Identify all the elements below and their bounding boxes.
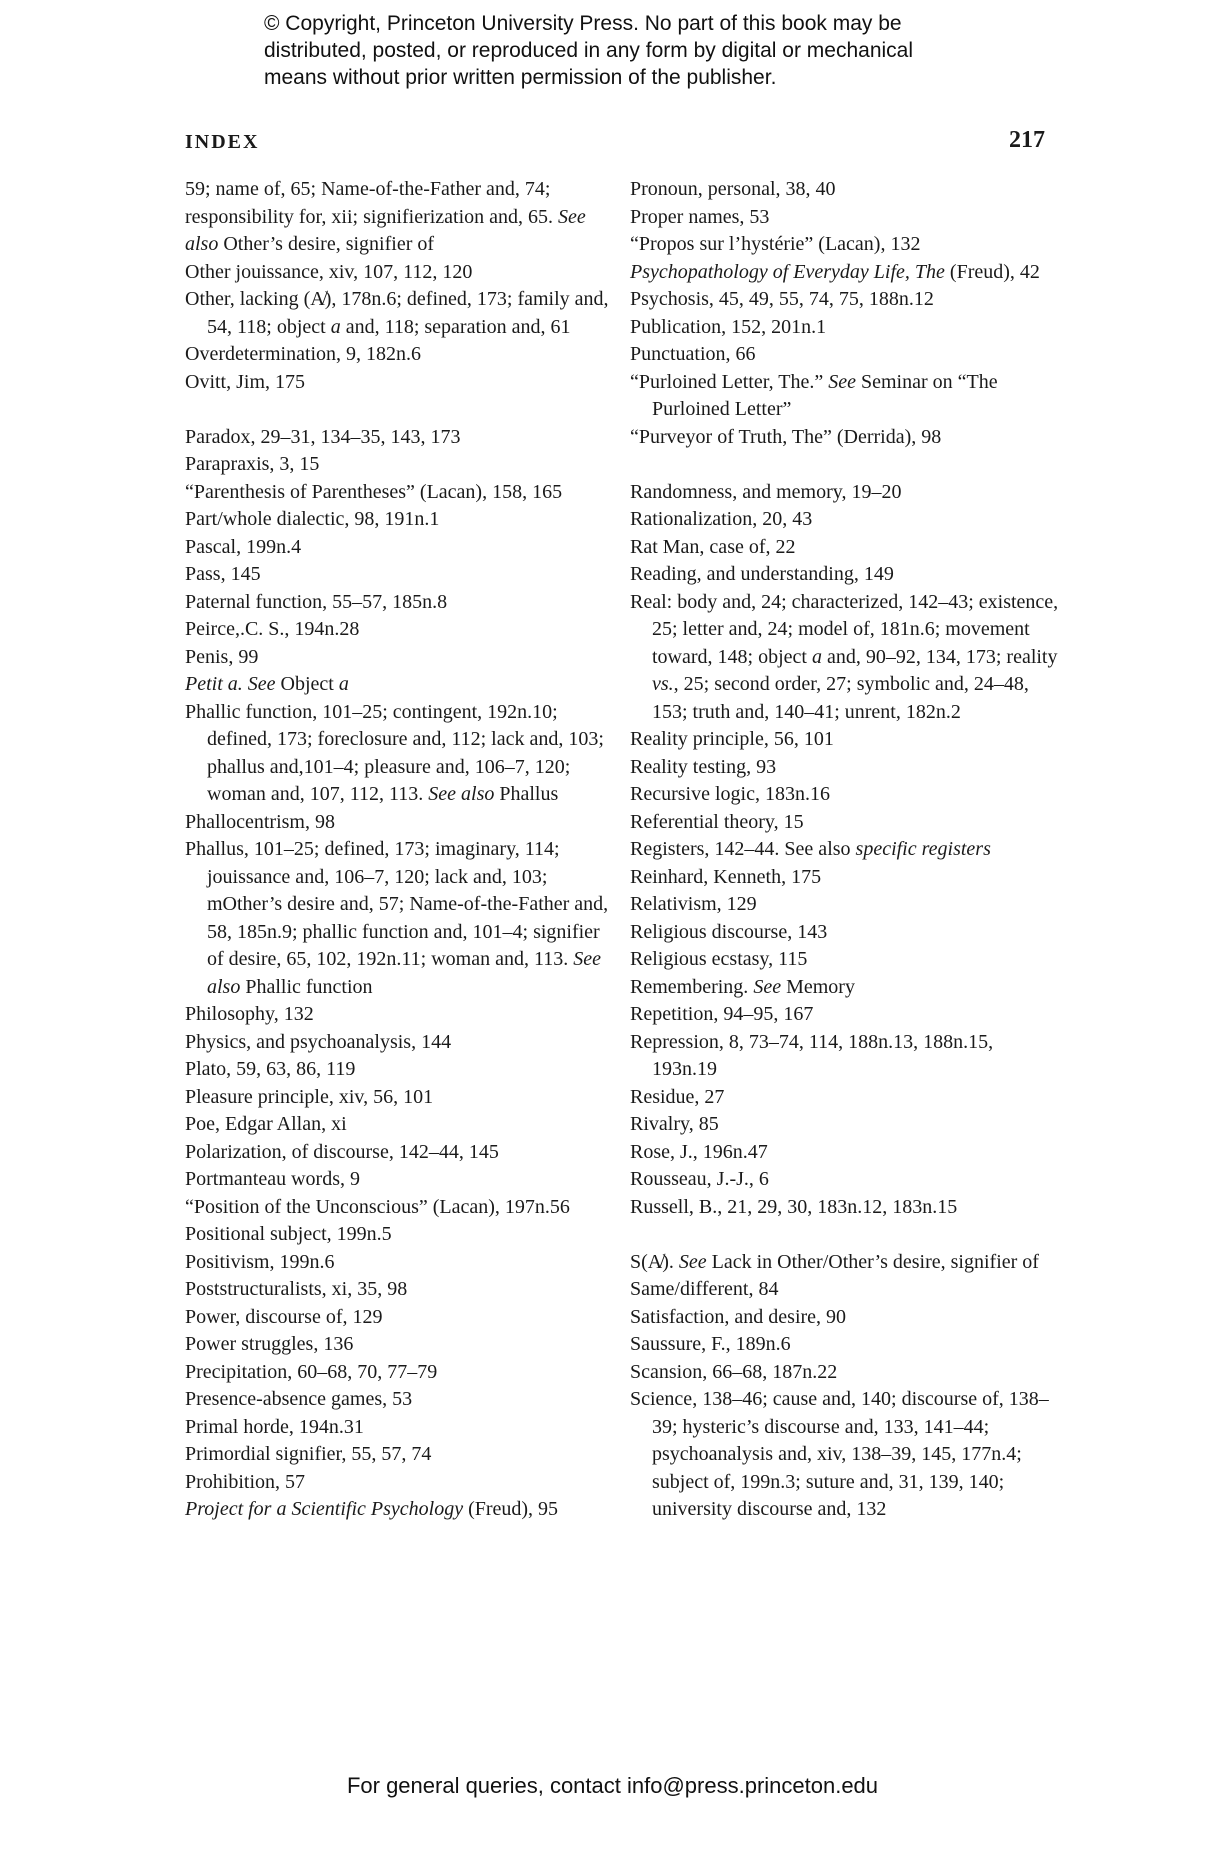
index-entry: Project for a Scientific Psychology (Freud), 95 (185, 1498, 559, 1520)
index-entry: Phallic function, 101–25; contingent, 192n.10; defined, 173; foreclosure and, 112; lack and, 103; phallus and,101–4; pleasure and, 106–7, 120; woman and, 107, 112, 113. See also Phallus (185, 700, 604, 805)
index-entry: Phallus, 101–25; defined, 173; imaginary, 114; jouissance and, 106–7, 120; lack and, 103; mOther’s desire and, 57; Name-of-the-Father and, 58, 185n.9; phallic function and, 101–4; signifier of desire, 65, 102, 192n.11; woman and, 113. See also Phallic function (185, 838, 609, 998)
running-head (185, 127, 1045, 157)
index-entry: Overdetermination, 9, 182n.6 (185, 343, 422, 365)
index-entry: Registers, 142–44. See also specific registers (630, 838, 991, 860)
index-entry: Referential theory, 15 (630, 810, 804, 833)
index-entry: Repression, 8, 73–74, 114, 188n.13, 188n.15, 193n.19 (630, 1030, 994, 1080)
index-entry: Paternal function, 55–57, 185n.8 (185, 590, 448, 613)
index-entry: 59; name of, 65; Name-of-the-Father and, 74; responsibility for, xii; signifierization and, 65. See also Other’s desire, signifier of (185, 178, 586, 255)
index-entry: Reality principle, 56, 101 (630, 728, 834, 750)
index-entry: Physics, and psychoanalysis, 144 (185, 1030, 452, 1053)
index-entry: Pascal, 199n.4 (185, 535, 302, 558)
index-entry: Religious discourse, 143 (630, 920, 828, 943)
index-entry: Reading, and understanding, 149 (630, 563, 894, 585)
index-entry: Rousseau, J.-J., 6 (630, 1168, 769, 1190)
index-entry: Ovitt, Jim, 175 (185, 370, 306, 393)
index-entry: “Purloined Letter, The.” See Seminar on “The Purloined Letter” (630, 370, 998, 420)
index-entry: S(A̸). See Lack in Other/Other’s desire, signifier of (630, 1250, 1039, 1273)
index-entry: Religious ecstasy, 115 (630, 948, 808, 970)
footer-contact: For general queries, contact info@press.princeton.edu (346, 1773, 879, 1798)
index-entry: Punctuation, 66 (630, 343, 756, 365)
index-entry: Parapraxis, 3, 15 (185, 453, 320, 475)
index-entry: Portmanteau words, 9 (185, 1168, 360, 1190)
copyright-line: distributed, posted, or reproduced in any form by digital or mechanical (264, 39, 914, 62)
index-entry: “Propos sur l’hystérie” (Lacan), 132 (630, 233, 921, 255)
index-entry: Rose, J., 196n.47 (630, 1140, 768, 1163)
index-entry: Paradox, 29–31, 134–35, 143, 173 (185, 425, 461, 448)
index-entry: Residue, 27 (630, 1085, 725, 1108)
index-entry: “Parenthesis of Parentheses” (Lacan), 158, 165 (185, 480, 563, 503)
index-entry: “Purveyor of Truth, The” (Derrida), 98 (630, 425, 942, 448)
index-entry: Positional subject, 199n.5 (185, 1223, 392, 1245)
index-entry: Remembering. See Memory (630, 975, 855, 998)
copyright-line: © Copyright, Princeton University Press. No part of this book may be (264, 12, 902, 35)
index-entry: Power, discourse of, 129 (185, 1305, 383, 1328)
index-entry: Real: body and, 24; characterized, 142–43; existence, 25; letter and, 24; model of, 181n.6; movement toward, 148; object a and, 90–92, 134, 173; reality vs., 25; second order, 27; symbolic and, 24–48, 153; truth and, 140–41; unrent, 182n.2 (630, 590, 1059, 723)
index-entry: Other jouissance, xiv, 107, 112, 120 (185, 260, 473, 283)
index-entry: Poststructuralists, xi, 35, 98 (185, 1278, 408, 1300)
index-entry: Plato, 59, 63, 86, 119 (185, 1058, 356, 1080)
index-entry: Precipitation, 60–68, 70, 77–79 (185, 1360, 438, 1383)
index-entry: Pleasure principle, xiv, 56, 101 (185, 1085, 434, 1108)
index-entry: Scansion, 66–68, 187n.22 (630, 1360, 838, 1383)
index-entry: Reinhard, Kenneth, 175 (630, 865, 822, 888)
page-number: 217 (1009, 127, 1045, 153)
index-entry: Petit a. See Object a (185, 673, 349, 695)
copyright-notice (264, 10, 1024, 91)
index-entry: Primal horde, 194n.31 (185, 1415, 364, 1438)
index-column-left (185, 176, 615, 1524)
index-entry: Randomness, and memory, 19–20 (630, 480, 902, 503)
running-title: INDEX (185, 131, 260, 153)
index-column-right (630, 176, 1060, 1524)
index-entry: Poe, Edgar Allan, xi (185, 1113, 347, 1135)
index-entry: Russell, B., 21, 29, 30, 183n.12, 183n.15 (630, 1195, 958, 1218)
index-entry: Science, 138–46; cause and, 140; discourse of, 138–39; hysteric’s discourse and, 133, 141–44; psychoanalysis and, xiv, 138–39, 145, 177n.4; subject of, 199n.3; suture and, 31, 139, 140; university discourse and, 132 (630, 1388, 1049, 1520)
index-entry: Rat Man, case of, 22 (630, 535, 796, 558)
index-entry: Publication, 152, 201n.1 (630, 315, 827, 338)
index-entry: Power struggles, 136 (185, 1333, 354, 1355)
index-entry: Pronoun, personal, 38, 40 (630, 178, 836, 200)
index-entry: Psychosis, 45, 49, 55, 74, 75, 188n.12 (630, 288, 934, 310)
index-entry: Primordial signifier, 55, 57, 74 (185, 1443, 432, 1465)
index-entry: Relativism, 129 (630, 893, 757, 915)
index-entry: Pass, 145 (185, 563, 261, 585)
index-entry: Proper names, 53 (630, 205, 770, 228)
index-entry: Rivalry, 85 (630, 1113, 719, 1135)
index-entry: Saussure, F., 189n.6 (630, 1333, 791, 1355)
index-entry: Prohibition, 57 (185, 1470, 306, 1493)
index-entry: Polarization, of discourse, 142–44, 145 (185, 1140, 499, 1163)
index-entry: Phallocentrism, 98 (185, 810, 335, 833)
index-entry: Psychopathology of Everyday Life, The (Freud), 42 (630, 260, 1040, 283)
index-entry: Satisfaction, and desire, 90 (630, 1305, 847, 1328)
index-entry: Recursive logic, 183n.16 (630, 783, 830, 805)
index-entry: Rationalization, 20, 43 (630, 508, 813, 530)
index-entry: Other, lacking (A̸), 178n.6; defined, 173; family and, 54, 118; object a and, 118; separation and, 61 (185, 288, 609, 338)
index-entry: Peirce,.C. S., 194n.28 (185, 618, 360, 640)
index-entry: Philosophy, 132 (185, 1003, 314, 1025)
index-entry: Part/whole dialectic, 98, 191n.1 (185, 508, 440, 530)
index-entry: Positivism, 199n.6 (185, 1250, 335, 1273)
index-entry: Same/different, 84 (630, 1278, 779, 1300)
index-entry: Presence-absence games, 53 (185, 1388, 413, 1410)
index-entry: Penis, 99 (185, 645, 259, 668)
index-entry: Reality testing, 93 (630, 755, 777, 778)
index-entry: “Position of the Unconscious” (Lacan), 197n.56 (185, 1195, 570, 1218)
copyright-line: means without prior written permission of the publisher. (264, 66, 777, 89)
index-entry: Repetition, 94–95, 167 (630, 1003, 814, 1025)
